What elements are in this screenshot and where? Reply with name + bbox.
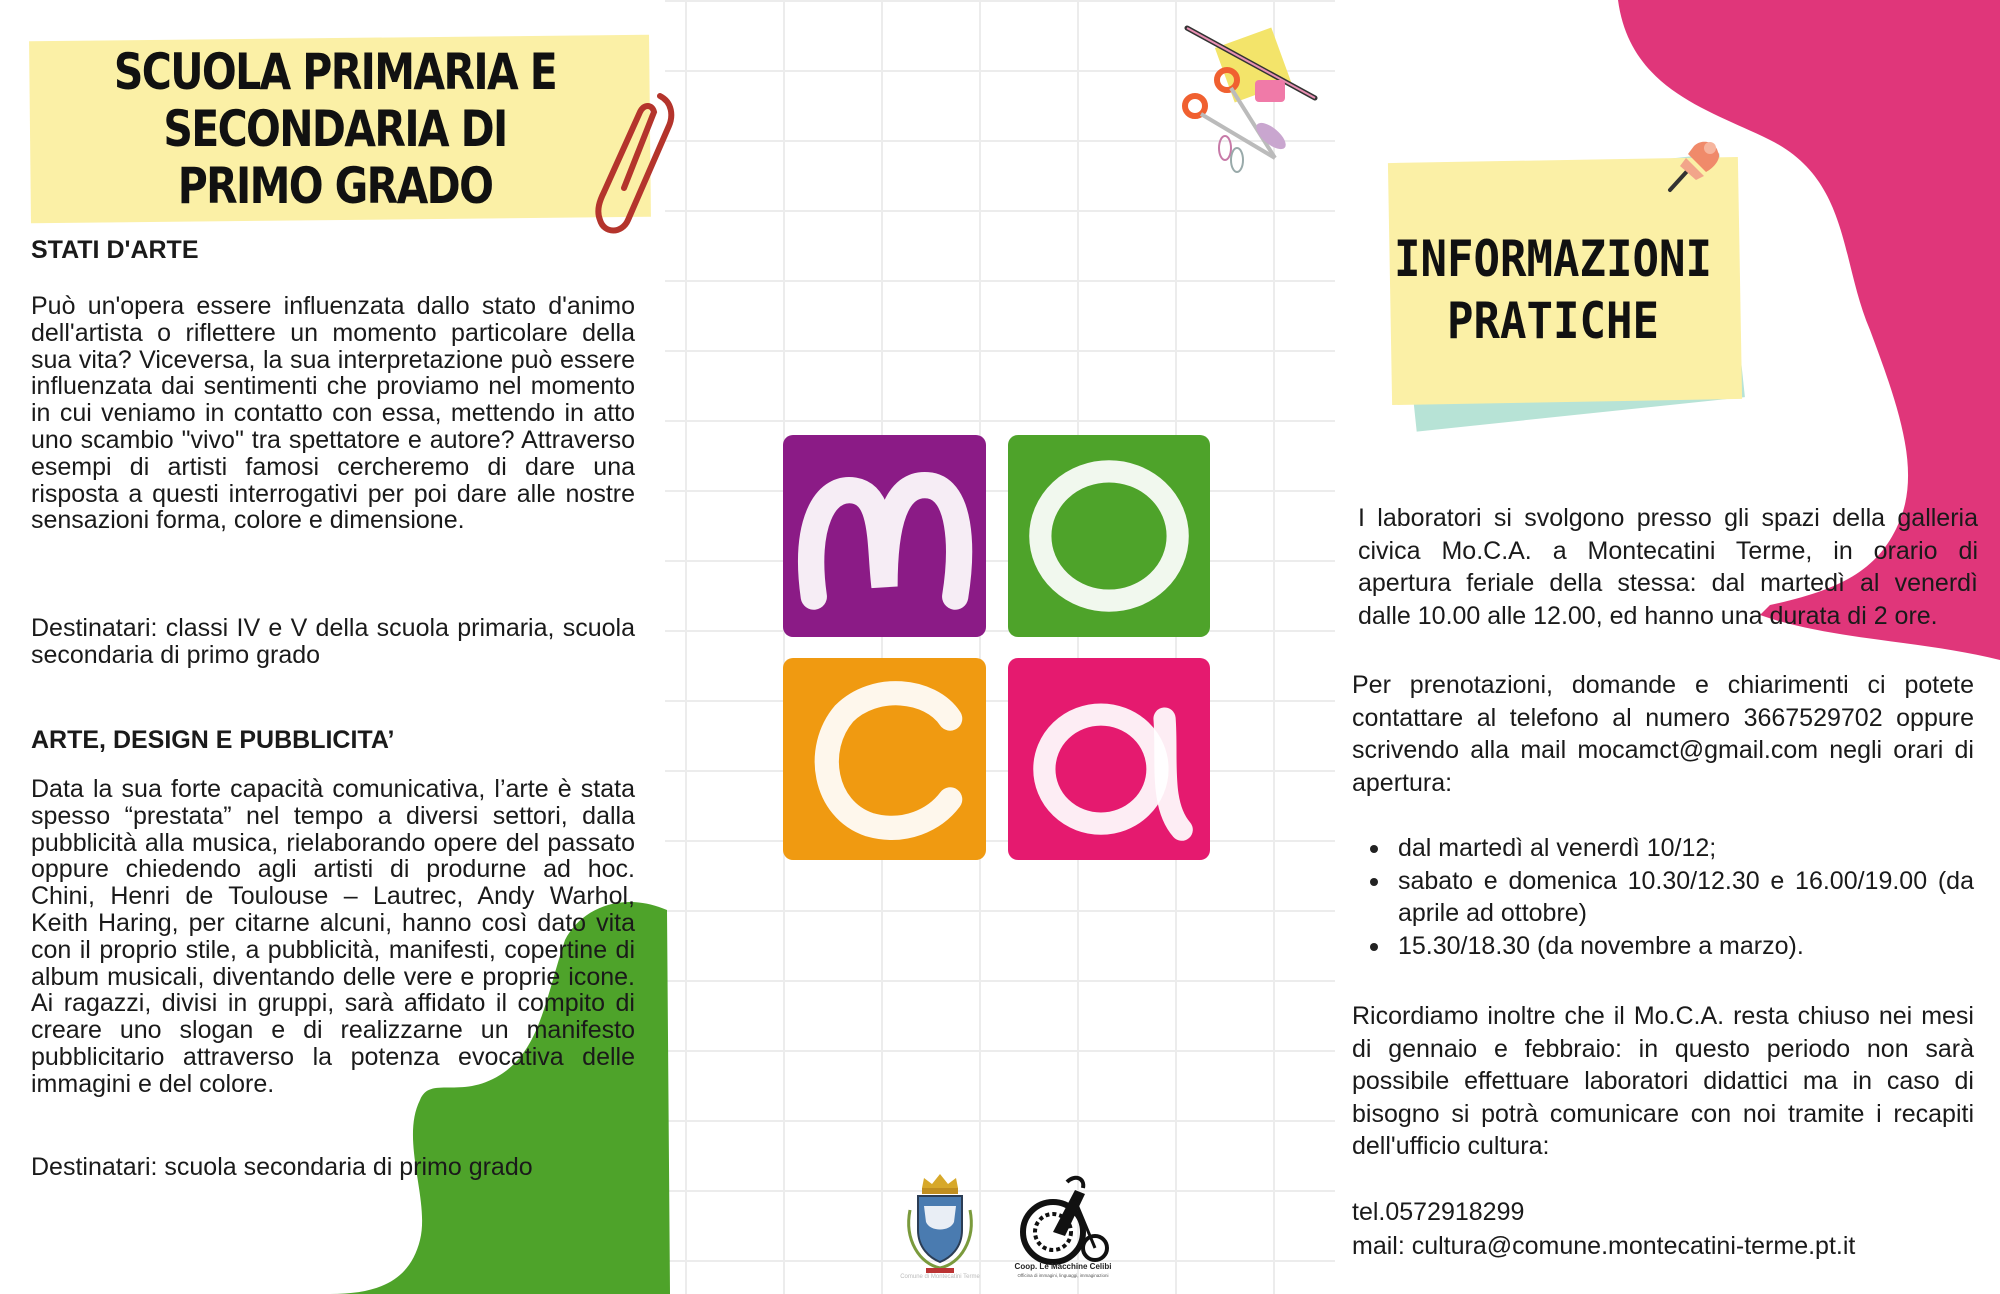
logo-tile-o bbox=[1008, 435, 1210, 637]
section-body-arte-design: Data la sua forte capacità comunicativa, l’arte è stata spesso “prestata” nel tempo a diversi settori, dalla pubblicità alla musica, rielaborando opere del passato oppure chiedendo agli artisti di produrne ad hoc. Chini, Henri de Toulouse – Lautrec, Andy Warhol, Keith Haring, per citarne alcuni, hanno così dato vita con il proprio stile, a pubblicità, manifesti, copertine di album musicali, diventando delle vere e proprie icone. Ai ragazzi, divisi in gruppi, sarà affidato il compito di creare uno slogan e di realizzarne un manifesto pubblicitario attraverso la potenza evocativa delle immagini e del colore. bbox=[31, 775, 635, 1098]
stationery-icon bbox=[1165, 18, 1325, 178]
paperclip-icon bbox=[590, 88, 680, 238]
grid-paper-background bbox=[665, 0, 1335, 1294]
section-audience-arte-design: Destinatari: scuola secondaria di primo grado bbox=[31, 1153, 533, 1181]
info-intro: I laboratori si svolgono presso gli spazi della galleria civica Mo.C.A. a Montecatini Terme, in orario di apertura feriale della stessa: dal martedì al venerdì dalle 10.00 alle 12.00, ed hanno una durata di 2 ore. bbox=[1358, 504, 1978, 630]
closure-note: Ricordiamo inoltre che il Mo.C.A. resta chiuso nei mesi di gennaio e febbraio: in questo periodo non sarà possibile effettuare laboratori didattici ma in caso di bisogno si potrà comunicare con noi tramite i recapiti dell'ufficio cultura: bbox=[1352, 1002, 1974, 1160]
list-item: dal martedì al venerdì 10/12; bbox=[1352, 832, 1974, 865]
info-title bbox=[1377, 228, 1729, 352]
info-booking: Per prenotazioni, domande e chiarimenti ci potete contattare al telefono al numero 3667529702 oppure scrivendo alla mail mocamct@gmail.com negli orari di apertura: bbox=[1352, 671, 1974, 797]
info-title-line1: INFORMAZIONI bbox=[1394, 230, 1712, 288]
opening-hours-list bbox=[1352, 832, 1974, 962]
logo-tile-c bbox=[783, 658, 986, 860]
school-level-title: SCUOLA PRIMARIA E SECONDARIA DI PRIMO GRADO bbox=[113, 43, 557, 215]
section-heading-stati-d-arte: STATI D'ARTE bbox=[31, 236, 199, 264]
section-audience-stati-d-arte: Destinatari: classi IV e V della scuola primaria, scuola secondaria di primo grado bbox=[31, 614, 635, 669]
section-heading-arte-design: ARTE, DESIGN E PUBBLICITA’ bbox=[31, 726, 395, 754]
coop-name: Coop. Le Macchine Celibi bbox=[1014, 1262, 1112, 1271]
town-crest-icon bbox=[900, 1170, 980, 1285]
contact-phone: tel.0572918299 bbox=[1352, 1198, 1525, 1226]
section-body-stati-d-arte: Può un'opera essere influenzata dallo stato d'animo dell'artista o riflettere un momento particolare della sua vita? Viceversa, la sua interpretazione può essere influenzata dai sentimenti che proviamo nel momento in cui veniamo in contatto con essa, mettendo in atto uno scambio "vivo" tra spettatore e autore? Attraverso esempi di artisti famosi cercheremo di dare una risposta a questi interrogativi per poi dare alle nostre sensazioni forma, colore e dimensione. bbox=[31, 292, 635, 535]
logo-tile-m bbox=[783, 435, 986, 637]
info-title-line2: PRATICHE bbox=[1447, 292, 1659, 350]
contact-mail: mail: cultura@comune.montecatini-terme.pt.it bbox=[1352, 1232, 1856, 1260]
list-item: sabato e domenica 10.30/12.30 e 16.00/19.00 (da aprile ad ottobre) bbox=[1352, 865, 1974, 930]
coop-tagline: Officina di immagini, linguaggi, immaginazioni bbox=[1017, 1273, 1109, 1278]
list-item: 15.30/18.30 (da novembre a marzo). bbox=[1352, 930, 1974, 963]
logo-tile-a bbox=[1008, 658, 1210, 860]
crest-caption: Comune di Montecatini Terme bbox=[900, 1274, 980, 1280]
pushpin-icon bbox=[1660, 128, 1730, 198]
